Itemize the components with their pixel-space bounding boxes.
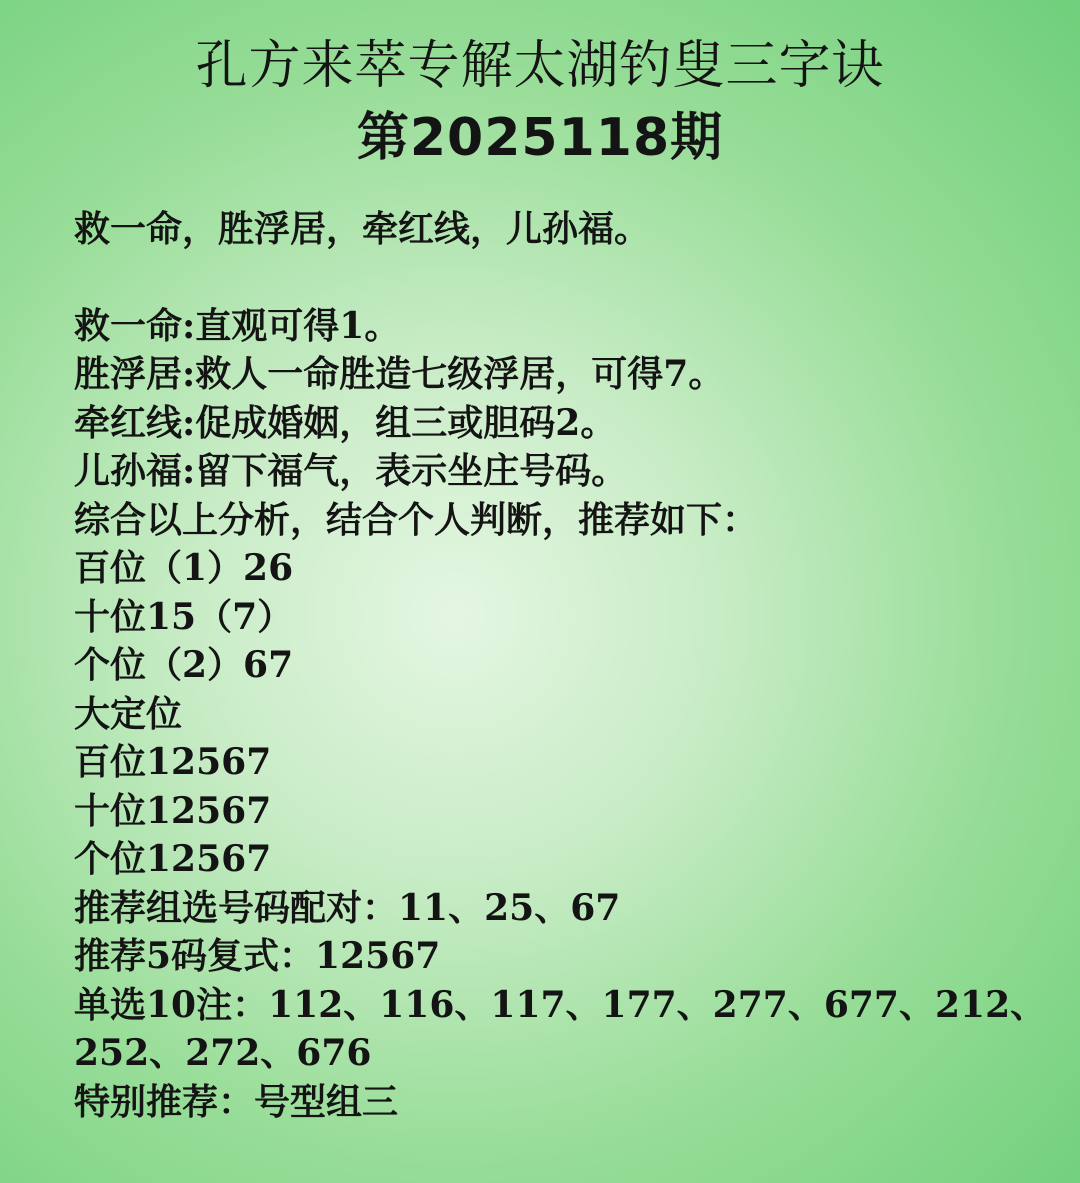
fixed-position-heading: 大定位 (74, 692, 183, 735)
single-picks-continued: 252、272、676 (74, 1032, 372, 1074)
special-recommendation: 特别推荐：号型组三 (74, 1080, 399, 1123)
riddle-intro: 救一命，胜浮居，牵红线，儿孙福。 (74, 208, 651, 250)
clue-line: 胜浮居:救人一命胜造七级浮居，可得7。 (74, 353, 725, 395)
units-position: 个位（2）67 (74, 644, 294, 686)
tens-position: 十位15（7） (74, 595, 294, 638)
page-title: 孔方来萃专解太湖钓叟三字诀 (195, 36, 885, 96)
hundreds-position: 百位（1）26 (74, 547, 294, 589)
fixed-units: 个位12567 (74, 838, 272, 880)
clue-line: 牵红线:促成婚姻，组三或胆码2。 (74, 401, 617, 444)
clue-line: 救一命:直观可得1。 (74, 304, 401, 347)
summary-line: 综合以上分析，结合个人判断，推荐如下： (74, 498, 759, 541)
clue-line: 儿孙福:留下福气，表示坐庄号码。 (74, 450, 628, 492)
group-pairs: 推荐组选号码配对：11、25、67 (74, 886, 621, 929)
fixed-tens: 十位12567 (74, 789, 272, 832)
fixed-hundreds: 百位12567 (74, 741, 272, 783)
issue-number: 第2025118期 (356, 108, 724, 168)
analysis-body (74, 205, 1047, 1126)
five-code-multiple: 推荐5码复式：12567 (74, 935, 441, 977)
single-picks: 单选10注：112、116、117、177、277、677、212、 (74, 983, 1047, 1026)
